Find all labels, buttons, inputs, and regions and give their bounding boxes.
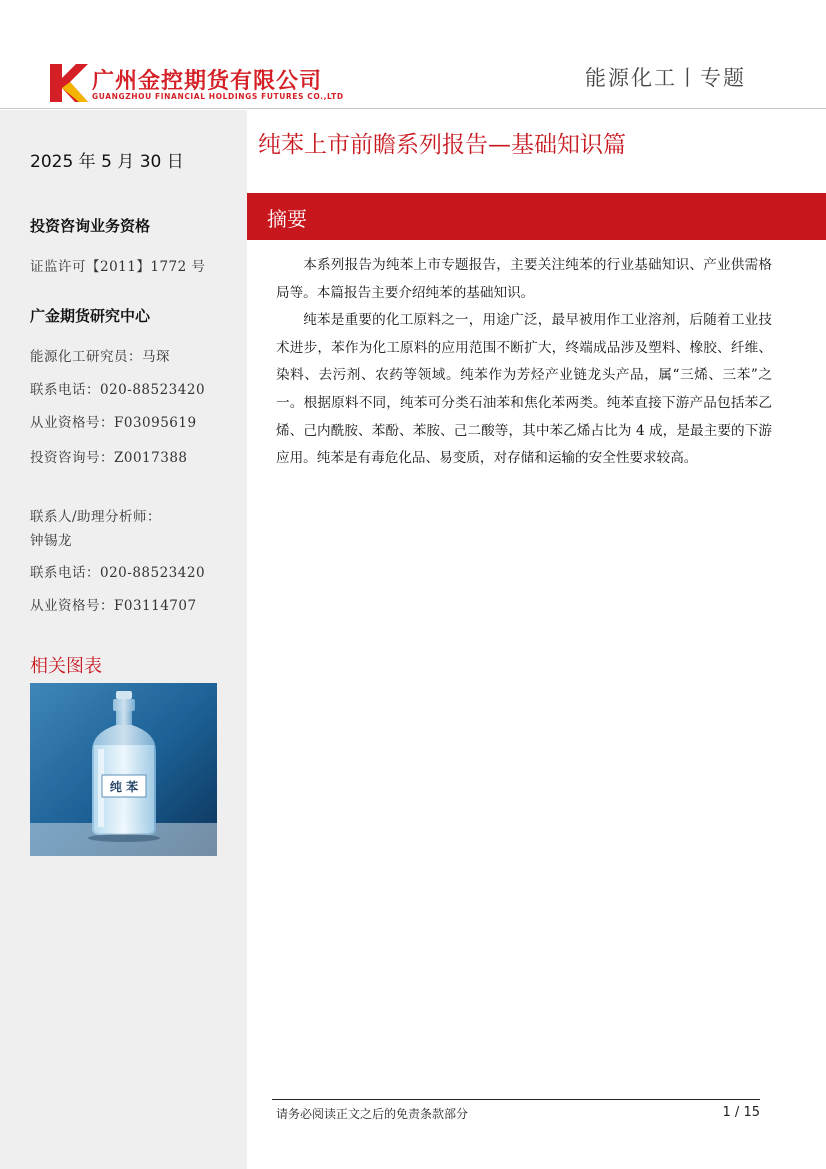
researcher-consult-number: 投资咨询号：Z0017388 <box>30 450 188 466</box>
contact-label: 联系人/助理分析师： <box>30 509 162 525</box>
page-number: 1 / 15 <box>722 1105 760 1120</box>
researcher-name: 能源化工研究员：马琛 <box>30 349 170 365</box>
related-charts-title: 相关图表 <box>30 656 102 677</box>
summary-label: 摘要 <box>267 207 307 231</box>
qualification-title: 投资咨询业务资格 <box>30 217 151 235</box>
summary-paragraph-2: 纯苯是重要的化工原料之一，用途广泛，最早被用作工业溶剂，后随着工业技术进步，苯作为化工原料的应用范围不断扩大，终端成品涉及塑料、橡胶、纤维、染料、去污剂、农药等领域。纯苯作为芳烃产业链龙头产品，属“三烯、三苯”之一。根据原料不同，纯苯可分类石油苯和焦化苯两类。纯苯直接下游产品包括苯乙烯、己内酰胺、苯酚、苯胺、己二酸等，其中苯乙烯占比为 4 成，是最主要的下游应用。纯苯是有毒危化品、易变质，对存储和运输的安全性要求较高。 <box>276 312 772 467</box>
company-name-cn: 广州金控期货有限公司 <box>92 69 323 94</box>
k-logo-icon <box>48 62 88 104</box>
researcher-phone: 联系电话：020-88523420 <box>30 382 206 398</box>
bottle-label: 纯 苯 <box>109 780 139 794</box>
benzene-bottle-image <box>30 683 217 856</box>
summary-body <box>276 252 772 473</box>
section-tag: 能源化工丨专题 <box>585 66 746 90</box>
contact-cert: 从业资格号：F03114707 <box>30 598 197 614</box>
contact-phone: 联系电话：020-88523420 <box>30 565 206 581</box>
researcher-cert: 从业资格号：F03095619 <box>30 415 197 431</box>
license-number: 证监许可【2011】1772 号 <box>30 259 206 275</box>
report-title: 纯苯上市前瞻系列报告—基础知识篇 <box>258 132 626 158</box>
report-date: 2025 年 5 月 30 日 <box>30 152 184 172</box>
footer-divider <box>272 1099 760 1100</box>
header-divider <box>0 108 826 109</box>
company-logo <box>48 62 368 104</box>
summary-paragraph-1: 本系列报告为纯苯上市专题报告，主要关注纯苯的行业基础知识、产业供需格局等。本篇报告主要介绍纯苯的基础知识。 <box>276 257 772 301</box>
research-center-title: 广金期货研究中心 <box>30 307 151 325</box>
summary-section-bar <box>247 193 826 240</box>
company-name-en: GUANGZHOU FINANCIAL HOLDINGS FUTURES CO.,LTD <box>92 92 344 101</box>
disclaimer-note: 请务必阅读正文之后的免责条款部分 <box>276 1107 469 1121</box>
bottle-illustration <box>30 683 217 856</box>
contact-name: 钟锡龙 <box>30 533 72 549</box>
